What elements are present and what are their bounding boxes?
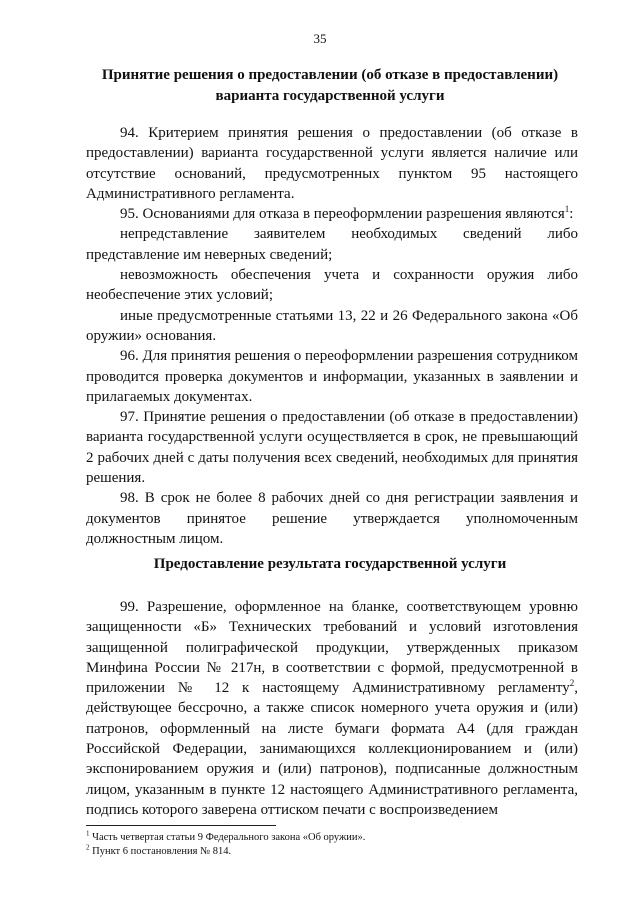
page-number: 35 bbox=[313, 31, 327, 46]
footnote-ref-2: 2 bbox=[569, 678, 575, 689]
paragraph-colon: : bbox=[569, 206, 574, 223]
footnote-2 bbox=[86, 845, 578, 859]
paragraph-text-continued: , действующее бессрочно, а также список номерного учета оружия и (или) патронов, оформленный на листе бумаги формата А4 (для граждан Российской Федерации, занимающихся коллекционированием и (или) экспонированием оружия и (или) патронов), подписанные должностным лицом, указанным в пункте 12 настоящего Административного регламента, подпись которого заверена оттиском печати с воспроизведением bbox=[86, 680, 578, 818]
paragraph-99 bbox=[86, 597, 578, 820]
paragraph-text: 95. Основаниями для отказа в переоформлении разрешения являются bbox=[120, 206, 565, 223]
paragraph-95 bbox=[86, 204, 578, 224]
footnote-1 bbox=[86, 831, 578, 845]
paragraph-text: невозможность обеспечения учета и сохранности оружия либо необеспечение этих условий; bbox=[86, 267, 578, 304]
footnote-mark: 1 bbox=[86, 829, 90, 838]
paragraph-text: 99. Разрешение, оформленное на бланке, соответствующем уровню защищенности «Б» Технических требований и условий изготовления защищенной полиграфической продукции, утвержденных приказом Минфина России № 217н, в соответствии с формой, предусмотренной в приложении № 12 к настоящему Административному регламенту bbox=[86, 599, 578, 697]
footnotes bbox=[86, 831, 578, 858]
footnote-text: Часть четвертая статьи 9 Федерального закона «Об оружии». bbox=[89, 832, 366, 843]
paragraph-94 bbox=[86, 123, 578, 204]
footnote-text: Пункт 6 постановления № 814. bbox=[89, 845, 232, 857]
footnote-ref-1: 1 bbox=[564, 204, 570, 215]
paragraph-text: 94. Критерием принятия решения о предоставлении (об отказе в предоставлении) варианта государственной услуги является наличие или отсутствие оснований, предусмотренных пунктом 95 настоящего Административного регламента. bbox=[86, 125, 578, 202]
paragraph-text: непредставление заявителем необходимых сведений либо представление им неверных сведений; bbox=[86, 226, 578, 263]
footnote-mark: 2 bbox=[86, 843, 90, 851]
section-heading-line-2: варианта государственной услуги bbox=[215, 88, 445, 104]
result-paragraphs bbox=[86, 597, 578, 820]
paragraph-text: 98. В срок не более 8 рабочих дней со дня регистрации заявления и документов принятое решение утверждается уполномоченным должностным лицом. bbox=[86, 490, 578, 547]
section-heading-line-1: Принятие решения о предоставлении (об отказе в предоставлении) bbox=[101, 67, 559, 83]
paragraph-98 bbox=[86, 488, 578, 549]
paragraph-ground-3 bbox=[86, 306, 578, 347]
paragraph-text: иные предусмотренные статьями 13, 22 и 26 Федерального закона «Об оружии» основания. bbox=[86, 307, 578, 344]
section-heading-result: Предоставление результата государственной услуги bbox=[153, 556, 507, 572]
paragraph-text: 97. Принятие решения о предоставлении (об отказе в предоставлении) варианта государственной услуги осуществляется в срок, не превышающий 2 рабочих дней с даты получения всех сведений, необходимых для принятия решения. bbox=[86, 409, 578, 487]
paragraph-ground-2 bbox=[86, 265, 578, 306]
footnote-divider bbox=[86, 825, 276, 826]
decision-paragraphs bbox=[86, 123, 578, 549]
paragraph-ground-1 bbox=[86, 224, 578, 265]
paragraph-97 bbox=[86, 407, 578, 488]
section-heading-decision bbox=[80, 65, 580, 107]
paragraph-text: 96. Для принятия решения о переоформлении разрешения сотрудником проводится проверка документов и информации, указанных в заявлении и прилагаемых документах. bbox=[86, 348, 578, 405]
paragraph-96 bbox=[86, 346, 578, 407]
